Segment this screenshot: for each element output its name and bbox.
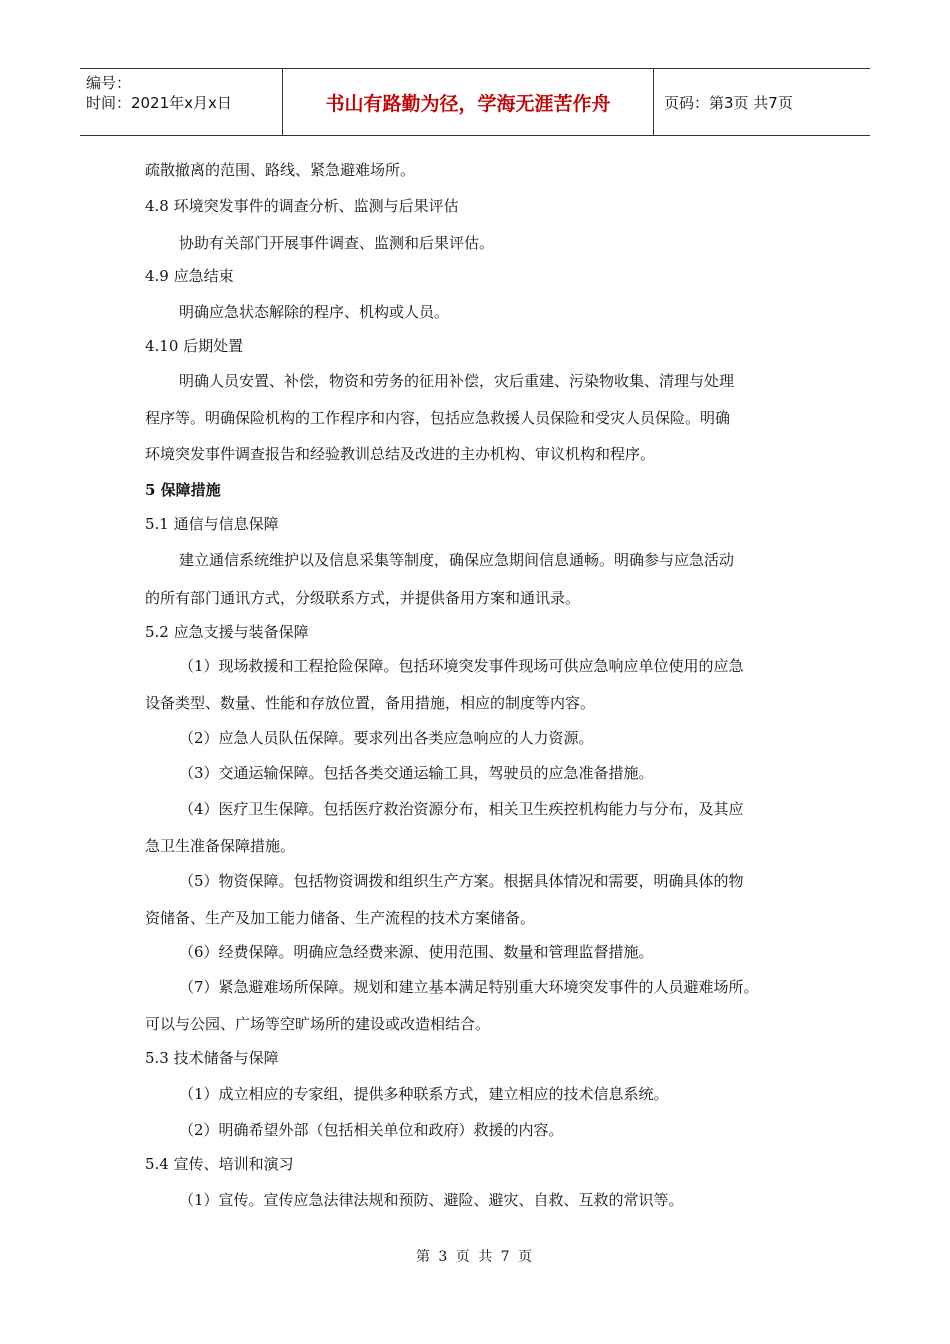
- serial-label: 编号：: [86, 74, 132, 92]
- body-line: 程序等。明确保险机构的工作程序和内容，包括应急救援人员保险和受灾人员保险。明确: [145, 409, 731, 427]
- section-heading: 4.9 应急结束: [145, 267, 234, 285]
- body-line: （4）医疗卫生保障。包括医疗救治资源分布，相关卫生疾控机构能力与分布，及其应: [179, 800, 744, 818]
- body-line: 建立通信系统维护以及信息采集等制度，确保应急期间信息通畅。明确参与应急活动: [179, 551, 735, 569]
- body-line: （5）物资保障。包括物资调拨和组织生产方案。根据具体情况和需要，明确具体的物: [179, 872, 744, 890]
- body-line: 设备类型、数量、性能和存放位置，备用措施，相应的制度等内容。: [145, 694, 596, 712]
- body-line: （2）应急人员队伍保障。要求列出各类应急响应的人力资源。: [179, 729, 594, 747]
- body-line: （1）成立相应的专家组，提供多种联系方式，建立相应的技术信息系统。: [179, 1085, 669, 1103]
- body-line: 资储备、生产及加工能力储备、生产流程的技术方案储备。: [145, 909, 536, 927]
- body-line: 疏散撤离的范围、路线、紧急避难场所。: [145, 161, 416, 179]
- body-line: （1）现场救援和工程抢险保障。包括环境突发事件现场可供应急响应单位使用的应急: [179, 657, 744, 675]
- section-heading: 4.8 环境突发事件的调查分析、监测与后果评估: [145, 197, 459, 215]
- body-line: 急卫生准备保障措施。: [145, 837, 296, 855]
- header-left-cell: [80, 69, 282, 135]
- page-footer: 第 3 页 共 7 页: [415, 1249, 535, 1265]
- time-label: 时间：2021年x月x日: [86, 94, 232, 112]
- section-heading: 5.1 通信与信息保障: [145, 515, 279, 533]
- body-line: 可以与公园、广场等空旷场所的建设或改造相结合。: [145, 1015, 491, 1033]
- body-line: （7）紧急避难场所保障。规划和建立基本满足特别重大环境突发事件的人员避难场所。: [179, 978, 759, 996]
- body-line: 环境突发事件调查报告和经验教训总结及改进的主办机构、审议机构和程序。: [145, 445, 656, 463]
- body-line: 明确人员安置、补偿，物资和劳务的征用补偿，灾后重建、污染物收集、清理与处理: [179, 372, 735, 390]
- body-line: （6）经费保障。明确应急经费来源、使用范围、数量和管理监督措施。: [179, 943, 654, 961]
- section-heading: 4.10 后期处置: [145, 337, 244, 355]
- page-header: [80, 68, 870, 136]
- header-motto: 书山有路勤为径，学海无涯苦作舟: [282, 69, 654, 135]
- body-line: （2）明确希望外部（包括相关单位和政府）救援的内容。: [179, 1121, 564, 1139]
- body-line: 的所有部门通讯方式，分级联系方式，并提供备用方案和通讯录。: [145, 589, 581, 607]
- section-heading: 5.4 宣传、培训和演习: [145, 1155, 294, 1173]
- section-heading: 5.2 应急支援与装备保障: [145, 623, 309, 641]
- body-line: 协助有关部门开展事件调查、监测和后果评估。: [179, 234, 495, 252]
- header-page-code: 页码：第3页 共7页: [664, 93, 793, 112]
- body-line: （1）宣传。宣传应急法律法规和预防、避险、避灾、自救、互救的常识等。: [179, 1191, 684, 1209]
- body-line: （3）交通运输保障。包括各类交通运输工具，驾驶员的应急准备措施。: [179, 764, 654, 782]
- section-heading: 5.3 技术储备与保障: [145, 1049, 279, 1067]
- body-line: 明确应急状态解除的程序、机构或人员。: [179, 303, 450, 321]
- chapter-heading: 5 保障措施: [145, 481, 221, 499]
